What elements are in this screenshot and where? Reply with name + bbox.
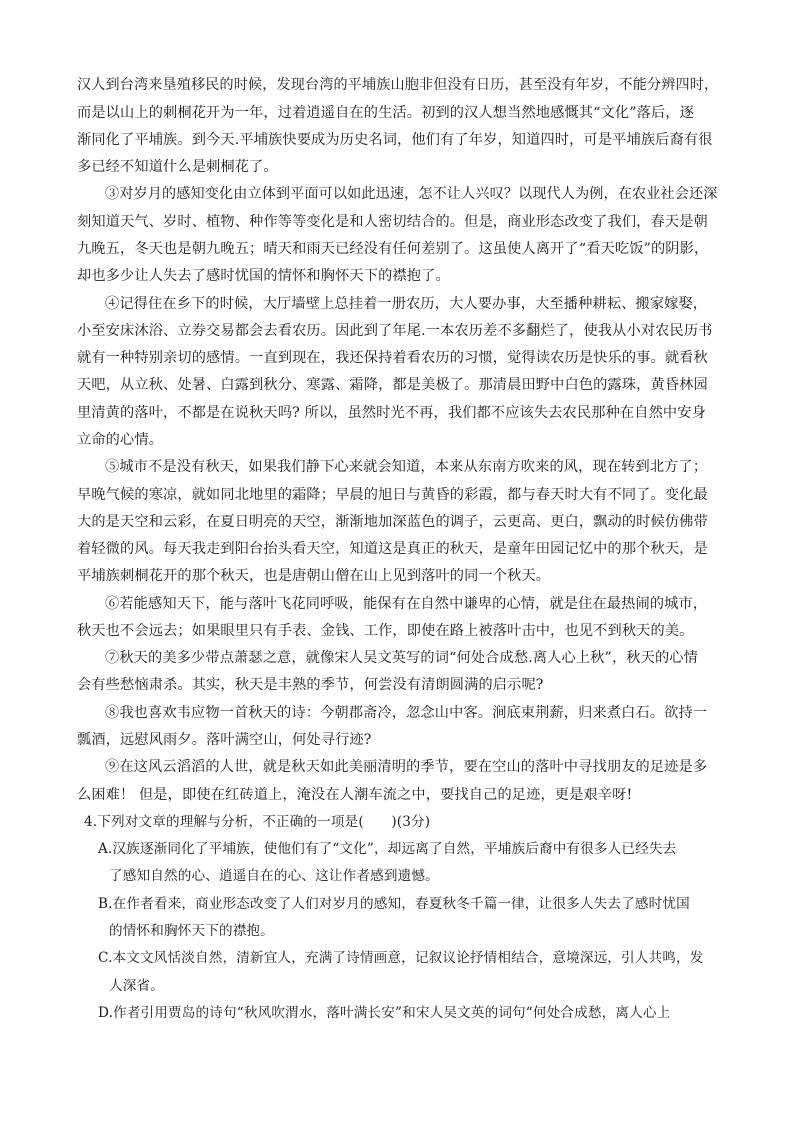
text-line: 瓢酒，远慰风雨夕。落叶满空山，何处寻行迹? — [77, 732, 372, 748]
text-line: 早晚气候的寒凉，就如同北地里的霜降；早晨的旭日与黄昏的彩霞，都与春天时大有不同了。变化最 — [77, 487, 708, 503]
text-line: 会有些愁恼肃杀。其实，秋天是丰熟的季节，何尝没有清朗圆满的启示呢? — [77, 677, 544, 693]
paragraph-3-line: ③对岁月的感知变化由立体到平面可以如此迅速，怎不让人兴叹？以现代人为例，在农业社会还深 — [105, 186, 718, 202]
text-line: 汉人到台湾来垦殖移民的时候，发现台湾的平埔族山胞非但没有日历，甚至没有年岁，不能分辨四时， — [77, 77, 719, 93]
text-line: 九晚五，冬天也是朝九晚五；晴天和雨天已经没有任何差别了。这虽使人离开了“看天吃饭”的阴影， — [77, 241, 709, 257]
option-c-continued: 人深省。 — [109, 978, 164, 994]
option-d: D.作者引用贾岛的诗句“秋风吹渭水，落叶满长安”和宋人吴文英的词句“何处合成愁，离人心上 — [98, 1005, 671, 1021]
text-line: 着轻微的风。每天我走到阳台抬头看天空，知道这是真正的秋天，是童年田园记忆中的那个秋天，是 — [77, 541, 708, 557]
paragraph-9-line: ⑨在这风云滔滔的人世，就是秋天如此美丽清明的季节，要在空山的落叶中寻找朋友的足迹是多 — [105, 759, 708, 775]
text-line: 秋天也不会远去；如果眼里只有手表、金钱、工作，即使在路上被落叶击中，也见不到秋天的美。 — [77, 623, 694, 639]
option-c: C.本文文风恬淡自然，清新宜人，充满了诗情画意，记叙议论抒情相结合，意境深远，引人共鸣，发 — [98, 950, 704, 966]
paragraph-7-line: ⑦秋天的美多少带点萧瑟之意，就像宋人吴文英写的词“何处合成愁.离人心上秋”，秋天的心情 — [105, 650, 698, 666]
text-line: 小至安床沐浴、立券交易都会去看农历。因此到了年尾.一本农历差不多翻烂了，使我从小对农民历书 — [77, 323, 713, 339]
text-line: 大的是天空和云彩，在夏日明亮的天空，渐渐地加深蓝色的调子，云更高、更白，飘动的时候仿佛带 — [77, 514, 708, 530]
text-line: 平埔族刺桐花开的那个秋天，也是唐朝山僧在山上见到落叶的同一个秋天。 — [77, 568, 551, 584]
option-b-continued: 的情怀和胸怀天下的襟抱。 — [109, 923, 274, 939]
text-line: 刻知道天气、岁时、植物、种作等等变化是和人密切结合的。但是，商业形态改变了我们，春天是朝 — [77, 214, 708, 230]
paragraph-6-line: ⑥若能感知天下，能与落叶飞花同呼吸，能保有在自然中谦卑的心情，就是住在最热闹的城市， — [105, 596, 708, 612]
text-line: 里清黄的落叶，不都是在说秋天吗? 所以，虽然时光不再，我们都不应该失去农民那种在自然中安身 — [77, 405, 706, 421]
text-line: 却也多少让人失去了感时忧国的情怀和胸怀天下的襟抱了。 — [77, 268, 450, 284]
option-a-continued: 了感知自然的心、逍遥自在的心、这让作者感到遗憾。 — [109, 868, 439, 884]
paragraph-4-line: ④记得住在乡下的时候，大厅墙壁上总挂着一册农历，大人要办事，大至播种耕耘、搬家嫁娶， — [105, 296, 708, 312]
option-a: A.汉族逐渐同化了平埔族，使他们有了“文化”，却远离了自然，平埔族后裔中有很多人已经失去 — [98, 841, 677, 857]
option-b: B.在作者看来，商业形态改变了人们对岁月的感知，春夏秋冬千篇一律，让很多人失去了感时忧国 — [98, 896, 690, 912]
text-line: 多已经不知道什么是刺桐花了。 — [77, 159, 278, 175]
text-line: 而是以山上的刺桐花开为一年，过着逍遥自在的生活。初到的汉人想当然地感慨其“文化”落后，逐 — [77, 105, 694, 121]
text-line: 天吧，从立秋、处暑、白露到秋分、寒露、霜降，都是美极了。那清晨田野中白色的露珠，黄昏林园 — [77, 377, 708, 393]
question-4-stem: 4.下列对文章的理解与分析，不正确的一项是( )(3分) — [84, 814, 431, 830]
paragraph-8-line: ⑧我也喜欢韦应物一首秋天的诗：今朝郡斋冷，忽念山中客。涧底束荆薪，归来煮白石。欲持一 — [105, 705, 708, 721]
text-line: 就有一种特别亲切的感情。一直到现在，我还保持着看农历的习惯，觉得读农历是快乐的事。就看秋 — [77, 350, 708, 366]
text-line: 渐同化了平埔族。到今天.平埔族快要成为历史名词，他们有了年岁，知道四时，可是平埔族后裔有很 — [77, 132, 713, 148]
paragraph-5-line: ⑤城市不是没有秋天，如果我们静下心来就会知道，本来从东南方吹来的风，现在转到北方了； — [105, 459, 708, 475]
text-line: 么困难！ 但是，即使在红砖道上，淹没在人潮车流之中，要找自己的足迹，更是艰辛呀! — [77, 787, 633, 803]
text-line: 立命的心情。 — [77, 432, 164, 448]
